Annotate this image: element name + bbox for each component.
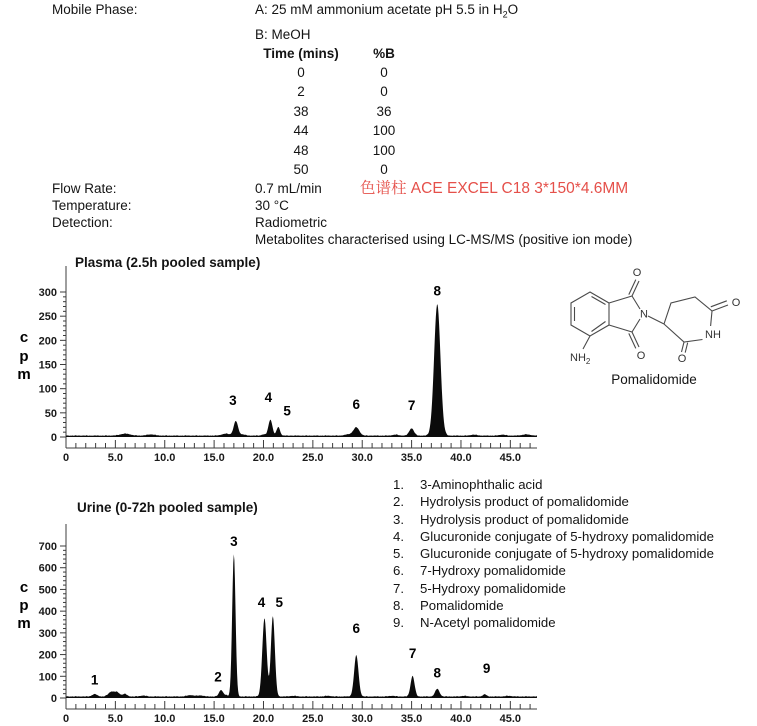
x-tick-label: 35.0 (400, 452, 423, 464)
x-tick-label: 20.0 (252, 713, 275, 725)
y-tick-label: 50 (44, 407, 57, 420)
gradient-time-cell: 38 (293, 103, 309, 119)
detection-label: Detection: (52, 214, 113, 230)
plasma-chromatogram-svg (0, 252, 560, 468)
flow-rate-value: 0.7 mL/min (255, 180, 322, 196)
gradient-time-cell: 2 (297, 84, 305, 100)
x-tick-label: 45.0 (499, 713, 522, 725)
o-bottom-left-atom: O (636, 350, 646, 362)
gradient-percent-b-cell: 0 (380, 64, 388, 80)
x-tick-label: 30.0 (351, 452, 373, 464)
method-section (0, 0, 757, 248)
legend-item-number: 3. (393, 511, 404, 527)
x-tick-label: 15.0 (203, 452, 225, 464)
gradient-row (257, 141, 427, 161)
mobile-phase-a-subscript: 2 (502, 9, 508, 20)
legend-item (393, 476, 714, 493)
legend-item (393, 511, 714, 528)
detection-note-row (0, 231, 757, 248)
legend-item-text: Hydrolysis product of pomalidomide (420, 511, 629, 527)
y-tick-label: 500 (38, 584, 57, 597)
peak-label-6: 6 (352, 620, 361, 636)
peak-label-8: 8 (433, 283, 442, 299)
y-tick-label: 400 (38, 606, 57, 619)
x-tick-label: 40.0 (450, 713, 472, 725)
y-tick-label: 100 (38, 383, 57, 396)
legend-item (393, 614, 714, 631)
gradient-table-rows (257, 63, 427, 180)
gradient-percent-b-cell: 100 (372, 142, 396, 158)
gradient-percent-b-cell: 100 (372, 123, 396, 139)
mobile-phase-label: Mobile Phase: (52, 2, 138, 17)
y-tick-label: 0 (50, 432, 57, 444)
peak-label-1: 1 (90, 672, 99, 688)
y-axis-label-letter: m (17, 615, 31, 632)
x-tick-label: 45.0 (499, 452, 522, 464)
nh2-group: $NH_2$ (570, 352, 591, 366)
nh-atom: NH (705, 329, 721, 341)
legend-item-text: Glucuronide conjugate of 5-hydroxy pomalidomide (420, 546, 714, 562)
gradient-percent-b-cell: 0 (380, 84, 388, 100)
legend-item-text: 3-Aminophthalic acid (420, 477, 543, 492)
y-axis-label-letter: p (19, 348, 29, 365)
gradient-time-cell: 48 (293, 142, 309, 158)
y-tick-label: 300 (38, 627, 57, 640)
peak-label-4: 4 (257, 594, 266, 610)
legend-item-text: 7-Hydroxy pomalidomide (420, 563, 566, 579)
detection-row (0, 214, 757, 231)
y-tick-label: 600 (38, 562, 57, 575)
legend-item (393, 562, 714, 579)
time-header: Time (mins) (263, 45, 339, 61)
gradient-time-cell: 0 (297, 64, 305, 80)
o-top-atom: O (632, 267, 642, 279)
peak-label-7: 7 (407, 397, 416, 413)
x-tick-label: 5.0 (107, 713, 124, 725)
legend-item-text: Hydrolysis product of pomalidomide (420, 494, 629, 510)
x-tick-label: 30.0 (351, 713, 373, 725)
legend-item (393, 528, 714, 545)
peak-label-3: 3 (230, 534, 238, 550)
gradient-row (257, 102, 427, 122)
legend-item-number: 8. (393, 598, 404, 614)
legend-item (393, 580, 714, 597)
mobile-phase-row (0, 0, 757, 25)
x-tick-label: 10.0 (154, 713, 176, 725)
peak-label-2: 2 (214, 669, 222, 685)
temperature-label: Temperature: (52, 197, 132, 213)
y-tick-label: 200 (38, 335, 57, 348)
legend-item-number: 6. (393, 563, 404, 579)
gradient-row (257, 82, 427, 102)
x-tick-label: 25.0 (302, 713, 324, 725)
structure-figure (552, 256, 756, 387)
y-tick-label: 150 (38, 359, 57, 372)
mobile-phase-a-value (255, 0, 518, 25)
gradient-row (257, 63, 427, 83)
peak-label-5: 5 (283, 403, 291, 419)
plasma-chart (0, 252, 560, 471)
legend-item-text: Pomalidomide (420, 598, 504, 614)
x-tick-label: 0 (62, 452, 70, 464)
mobile-phase-b-row (0, 25, 757, 45)
y-tick-label: 100 (38, 671, 57, 684)
peak-label-6: 6 (352, 396, 361, 412)
legend-item-number: 9. (393, 615, 404, 631)
mobile-phase-b-value: B: MeOH (255, 26, 311, 42)
x-tick-label: 15.0 (203, 713, 225, 725)
x-tick-label: 5.0 (107, 452, 124, 464)
detection-value: Radiometric (255, 214, 328, 230)
gradient-percent-b-cell: 36 (376, 103, 392, 119)
x-tick-label: 25.0 (302, 452, 324, 464)
o-bottom-mid-atom: O (677, 353, 687, 365)
y-tick-label: 0 (50, 693, 57, 705)
legend-item-text: 5-Hydroxy pomalidomide (420, 580, 566, 596)
detection-note: Metabolites characterised using LC-MS/MS (positive ion mode) (255, 231, 633, 247)
x-tick-label: 35.0 (400, 713, 423, 725)
peak-label-8: 8 (433, 665, 442, 681)
legend-item-number: 4. (393, 528, 404, 544)
x-tick-label: 0 (62, 713, 70, 725)
y-tick-label: 250 (38, 311, 57, 324)
gradient-percent-b-cell: 0 (380, 162, 388, 178)
urine-chart-title: Urine (0-72h pooled sample) (77, 500, 258, 515)
y-tick-label: 300 (38, 287, 57, 300)
y-tick-label: 200 (38, 649, 57, 662)
plasma-chart-title: Plasma (2.5h pooled sample) (75, 255, 261, 270)
temperature-value: 30 °C (255, 197, 289, 213)
percent-b-header: %B (373, 45, 395, 61)
gradient-time-cell: 44 (293, 123, 309, 139)
legend-item-number: 5. (393, 546, 404, 562)
peak-label-4: 4 (264, 390, 273, 406)
legend-item-text: N-Acetyl pomalidomide (420, 615, 556, 631)
gradient-table-header (257, 45, 427, 63)
y-tick-label: 700 (38, 541, 57, 554)
column-annotation: 色谱柱 ACE EXCEL C18 3*150*4.6MM (360, 180, 629, 197)
legend-list (393, 476, 714, 632)
n-imide-atom: N (640, 308, 648, 321)
gradient-table (257, 45, 427, 180)
peak-label-3: 3 (229, 393, 237, 409)
flow-rate-label: Flow Rate: (52, 180, 117, 196)
peak-label-9: 9 (482, 661, 491, 677)
structure-caption: Pomalidomide (611, 372, 697, 387)
y-axis-label-letter: c (19, 579, 29, 596)
legend-item-number: 1. (393, 477, 404, 492)
legend-item-number: 7. (393, 580, 404, 596)
x-tick-label: 40.0 (450, 452, 472, 464)
gradient-row (257, 121, 427, 141)
x-tick-label: 20.0 (252, 452, 275, 464)
mobile-phase-a-text: A: 25 mM ammonium acetate pH 5.5 in H (255, 2, 503, 17)
y-axis-label-letter: m (17, 366, 31, 383)
mobile-phase-a-suffix: O (507, 2, 519, 17)
o-right-atom: O (731, 297, 741, 309)
legend-item-text: Glucuronide conjugate of 5-hydroxy pomalidomide (420, 528, 714, 544)
legend-item (393, 597, 714, 614)
legend-item-number: 2. (393, 494, 404, 510)
gradient-time-cell: 50 (293, 162, 309, 178)
x-tick-label: 10.0 (154, 452, 176, 464)
y-axis-label-letter: c (19, 329, 29, 346)
legend-item (393, 493, 714, 510)
plasma-chromatogram-trace (66, 304, 537, 437)
peak-label-7: 7 (408, 645, 417, 661)
pomalidomide-structure (552, 256, 752, 368)
peak-label-5: 5 (275, 594, 284, 610)
legend-item (393, 545, 714, 562)
temperature-row (0, 197, 757, 214)
structure-bonds (571, 280, 728, 353)
y-axis-label-letter: p (19, 597, 29, 614)
